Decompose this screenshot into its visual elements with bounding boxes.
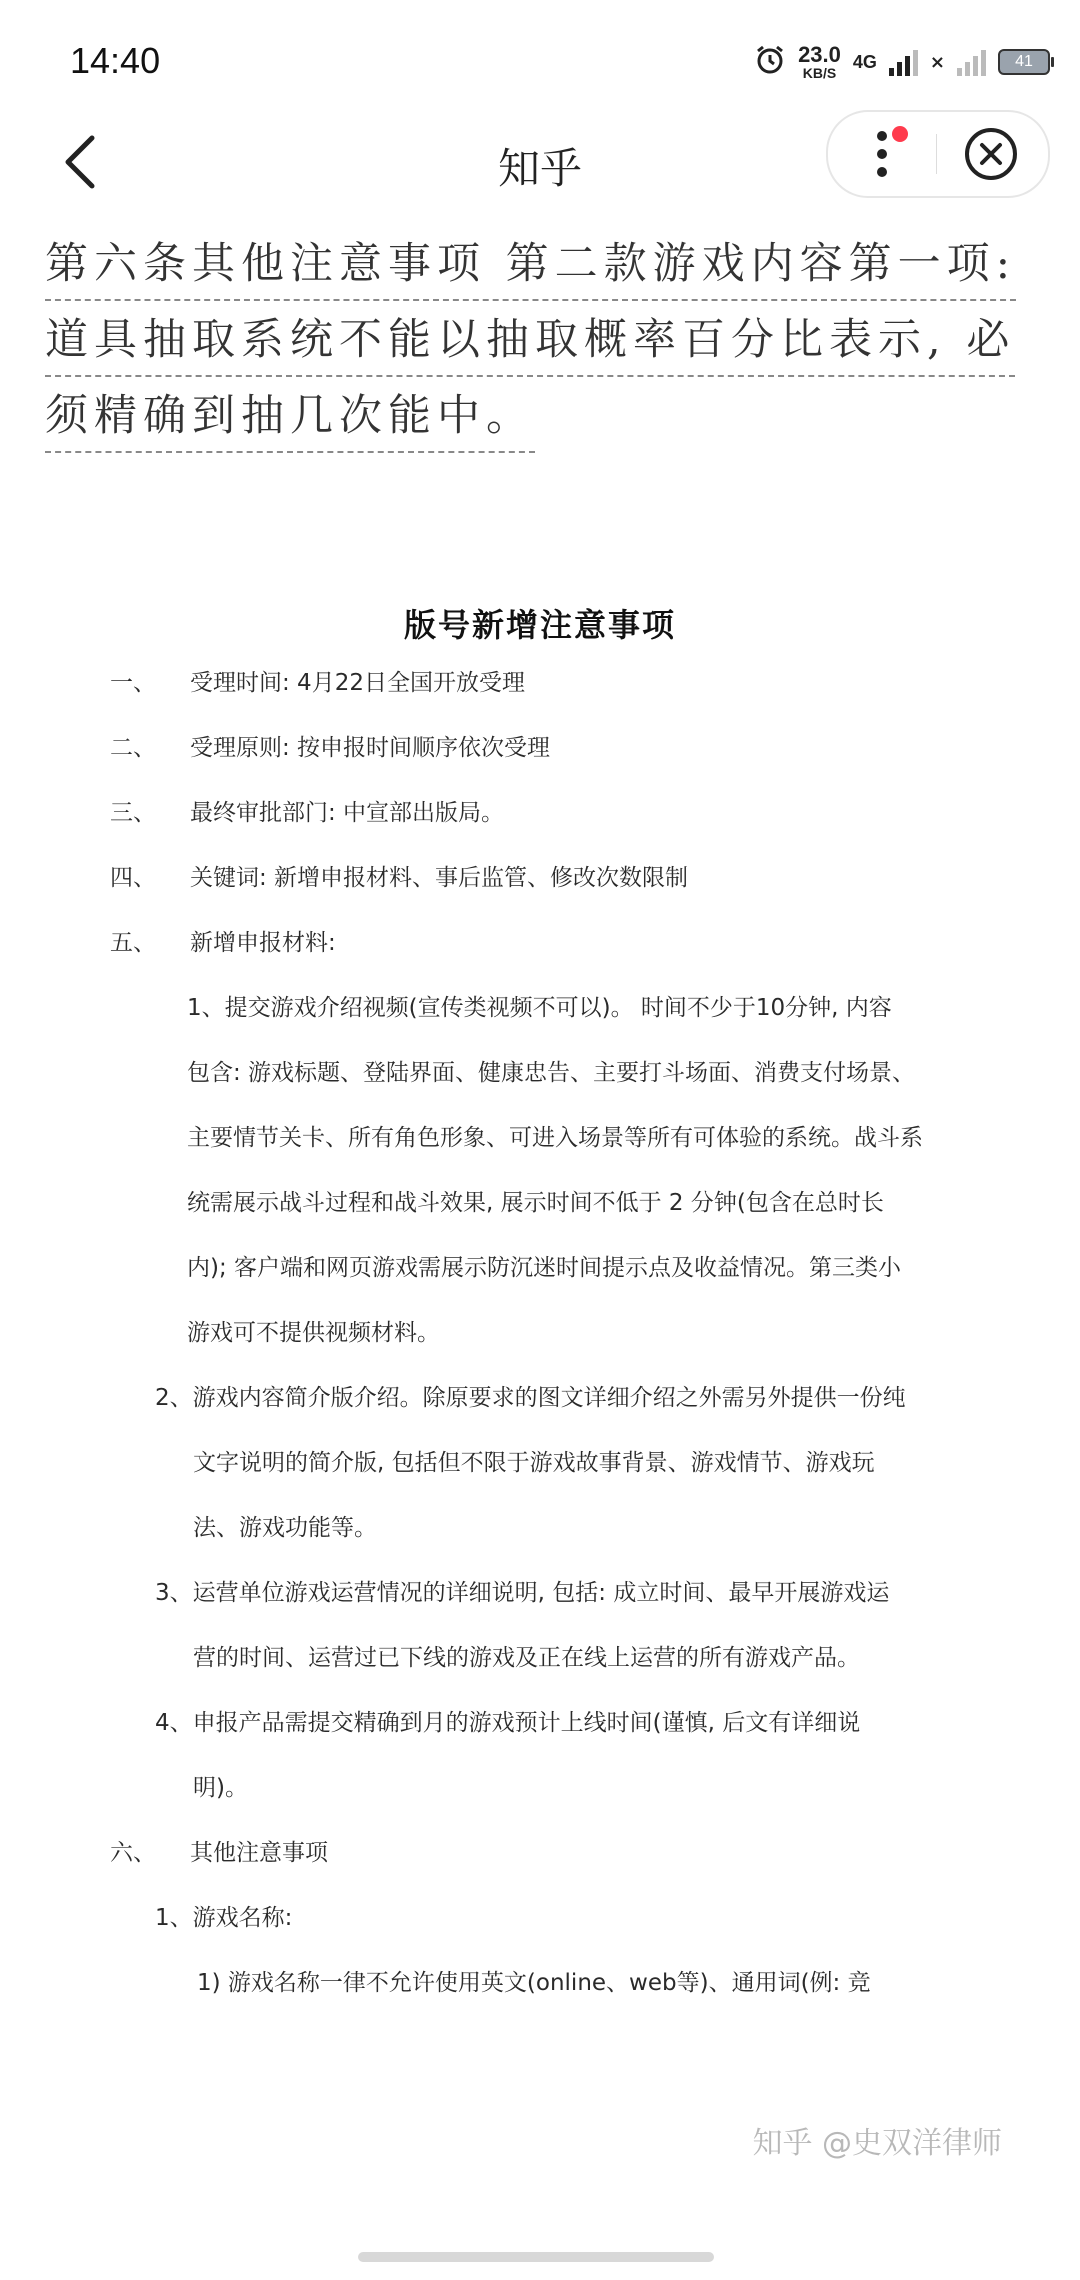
item-text: 其他注意事项 bbox=[190, 1840, 328, 1866]
doc-line: 1) 游戏名称一律不允许使用英文(online、web等)、通用词(例: 竞 bbox=[197, 1970, 871, 1996]
document-image bbox=[0, 560, 1080, 2020]
status-time: 14:40 bbox=[70, 40, 161, 81]
doc-item bbox=[110, 928, 336, 958]
note-line: 须精确到抽几次能中。 bbox=[45, 387, 535, 453]
item-text: 最终审批部门: 中宣部出版局。 bbox=[190, 800, 505, 826]
net-speed bbox=[798, 44, 841, 80]
doc-line: 文字说明的简介版, 包括但不限于游戏故事背景、游戏情节、游戏玩 bbox=[193, 1450, 875, 1476]
notification-dot bbox=[892, 126, 908, 142]
item-number: 一、 bbox=[110, 670, 156, 696]
doc-line: 游戏可不提供视频材料。 bbox=[187, 1320, 440, 1346]
note-line: 第六条其他注意事项 第二款游戏内容第一项: bbox=[45, 235, 1016, 301]
note-line: 道具抽取系统不能以抽取概率百分比表示, 必 bbox=[45, 311, 1015, 377]
doc-line: 主要情节关卡、所有角色形象、可进入场景等所有可体验的系统。战斗系 bbox=[187, 1125, 923, 1151]
doc-line: 1、游戏名称: bbox=[155, 1905, 293, 1931]
handwritten-note bbox=[45, 235, 1035, 463]
signal-icon bbox=[889, 48, 918, 76]
net-speed-value: 23.0 bbox=[798, 42, 841, 67]
battery-icon bbox=[998, 49, 1050, 75]
doc-item bbox=[110, 733, 550, 763]
item-text: 受理时间: 4月22日全国开放受理 bbox=[190, 670, 525, 696]
doc-line: 2、游戏内容简介版介绍。除原要求的图文详细介绍之外需另外提供一份纯 bbox=[155, 1385, 906, 1411]
item-text: 新增申报材料: bbox=[190, 930, 336, 956]
watermark: 知乎 @史双洋律师 bbox=[752, 2126, 1002, 2161]
home-indicator[interactable] bbox=[358, 2252, 714, 2262]
no-signal-icon: × bbox=[929, 51, 945, 73]
doc-line: 1、提交游戏介绍视频(宣传类视频不可以)。 时间不少于10分钟, 内容 bbox=[187, 995, 892, 1021]
close-circle-icon bbox=[963, 126, 1019, 182]
mini-program-capsule bbox=[826, 110, 1050, 198]
doc-line: 内); 客户端和网页游戏需展示防沉迷时间提示点及收益情况。第三类小 bbox=[187, 1255, 902, 1281]
item-number: 三、 bbox=[110, 800, 156, 826]
doc-item bbox=[110, 863, 688, 893]
doc-line: 营的时间、运营过已下线的游戏及正在线上运营的所有游戏产品。 bbox=[193, 1645, 860, 1671]
doc-line: 统需展示战斗过程和战斗效果, 展示时间不低于 2 分钟(包含在总时长 bbox=[187, 1190, 884, 1216]
doc-line: 4、申报产品需提交精确到月的游戏预计上线时间(谨慎, 后文有详细说 bbox=[155, 1710, 861, 1736]
status-icons bbox=[754, 42, 1050, 82]
doc-item bbox=[110, 798, 504, 828]
item-number: 六、 bbox=[110, 1840, 156, 1866]
more-button[interactable] bbox=[828, 112, 936, 196]
app-header bbox=[0, 110, 1080, 220]
net-speed-unit: KB/S bbox=[802, 65, 837, 81]
alarm-icon bbox=[754, 44, 786, 80]
more-vertical-icon bbox=[875, 129, 889, 179]
doc-line: 明)。 bbox=[193, 1775, 248, 1801]
document-title: 版号新增注意事项 bbox=[403, 606, 676, 644]
item-number: 二、 bbox=[110, 735, 156, 761]
close-button[interactable] bbox=[937, 112, 1045, 196]
doc-item bbox=[110, 668, 525, 698]
item-number: 五、 bbox=[110, 930, 156, 956]
doc-item bbox=[110, 1838, 328, 1868]
signal-icon-sim2 bbox=[957, 48, 986, 76]
battery-level: 41 bbox=[1015, 53, 1033, 70]
network-type: 4G bbox=[852, 51, 877, 72]
page-title: 知乎 bbox=[497, 144, 582, 193]
doc-line: 法、游戏功能等。 bbox=[193, 1515, 377, 1541]
item-text: 受理原则: 按申报时间顺序依次受理 bbox=[190, 735, 551, 761]
item-text: 关键词: 新增申报材料、事后监管、修改次数限制 bbox=[190, 865, 689, 891]
doc-line: 包含: 游戏标题、登陆界面、健康忠告、主要打斗场面、消费支付场景、 bbox=[187, 1060, 916, 1086]
doc-line: 3、运营单位游戏运营情况的详细说明, 包括: 成立时间、最早开展游戏运 bbox=[155, 1580, 890, 1606]
item-number: 四、 bbox=[110, 865, 156, 891]
